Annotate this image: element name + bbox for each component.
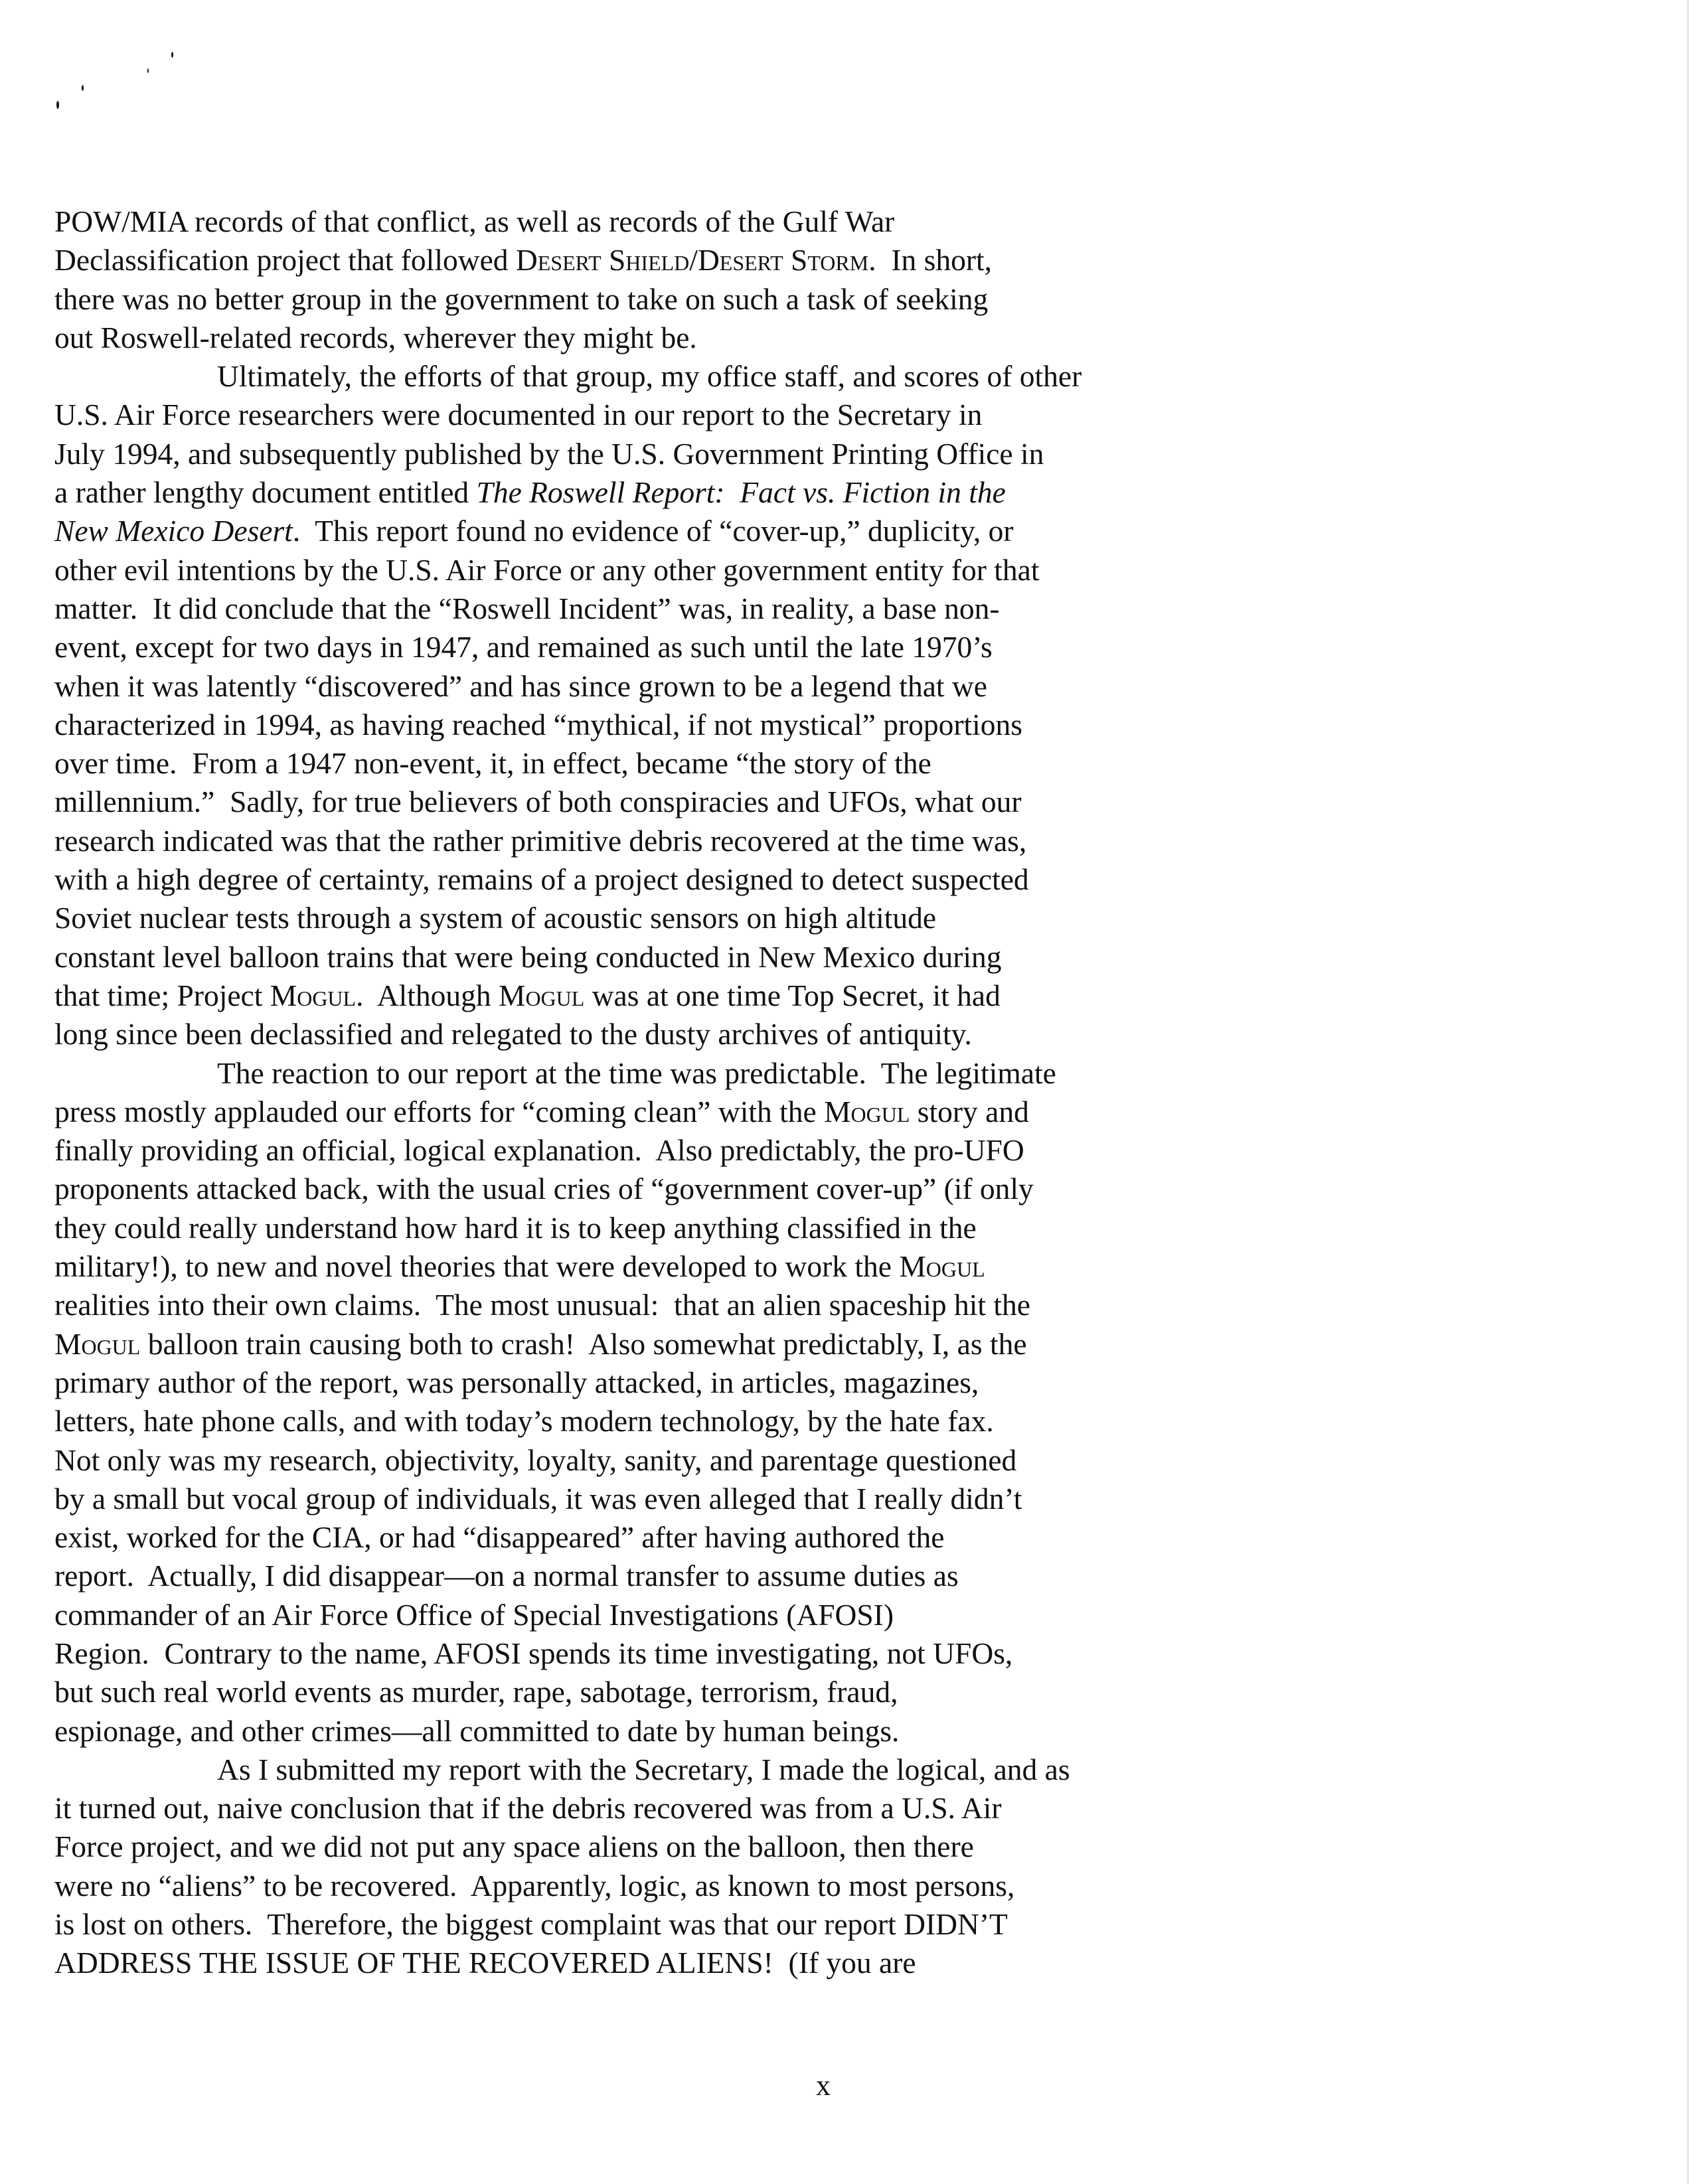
text-line	[54, 1828, 1183, 1866]
text-run: Force project, and we did not put any space aliens on the balloon, then there	[54, 1830, 974, 1864]
text-run: when it was latently “discovered” and has since grown to be a legend that we	[54, 668, 987, 703]
text-run: commander of an Air Force Office of Special Investigations (AFOSI)	[54, 1597, 894, 1632]
text-run: constant level balloon trains that were being conducted in New Mexico during	[54, 939, 1002, 974]
text-line	[54, 1441, 1183, 1480]
text-run: press mostly applauded our efforts for “coming clean” with the	[54, 1094, 825, 1129]
text-run: /	[689, 243, 698, 277]
text-line	[54, 860, 1183, 899]
italic-text: New Mexico Desert	[54, 514, 293, 548]
text-run: story and	[910, 1094, 1029, 1129]
scan-speck	[56, 101, 59, 109]
text-line	[54, 280, 1183, 319]
text-run: The reaction to our report at the time was predictable. The legitimate	[217, 1055, 1056, 1090]
text-line	[54, 899, 1183, 937]
text-line	[54, 1944, 1183, 1982]
text-run: report. Actually, I did disappear—on a normal transfer to assume duties as	[54, 1559, 959, 1593]
text-run: a rather lengthy document entitled	[54, 475, 477, 510]
text-line	[54, 938, 1183, 976]
text-run: that time; Project	[54, 978, 270, 1012]
text-run: military!), to new and novel theories that were developed to work the	[54, 1249, 900, 1284]
scan-speck	[147, 68, 149, 73]
text-line	[54, 1751, 1183, 1789]
text-line	[54, 976, 1183, 1015]
text-line	[54, 706, 1183, 744]
small-caps-text: Mogul	[899, 1249, 985, 1284]
text-line	[54, 1905, 1183, 1944]
text-line	[54, 319, 1183, 357]
text-run: over time. From a 1947 non-event, it, in effect, became “the story of the	[54, 746, 931, 781]
text-run: . This report found no evidence of “cover-up,” duplicity, or	[292, 514, 1014, 548]
text-line	[54, 357, 1183, 396]
text-run: Soviet nuclear tests through a system of acoustic sensors on high altitude	[54, 901, 937, 935]
text-line	[54, 1131, 1183, 1170]
text-run: realities into their own claims. The most unusual: that an alien spaceship hit the	[54, 1288, 1030, 1322]
text-line	[54, 1402, 1183, 1441]
text-line	[54, 1673, 1183, 1711]
text-line	[54, 667, 1183, 706]
text-run: Not only was my research, objectivity, loyalty, sanity, and parentage questioned	[54, 1443, 1017, 1477]
text-line	[54, 396, 1183, 434]
text-run: was at one time Top Secret, it had	[584, 978, 1001, 1012]
text-line	[54, 1712, 1183, 1751]
text-line	[54, 1209, 1183, 1247]
text-run: . In short,	[868, 243, 992, 277]
text-run: exist, worked for the CIA, or had “disappeared” after having authored the	[54, 1520, 945, 1555]
text-run: finally providing an official, logical explanation. Also predictably, the pro-UFO	[54, 1133, 1024, 1168]
text-line	[54, 1789, 1183, 1828]
page-number: x	[816, 2069, 831, 2102]
text-run: were no “aliens” to be recovered. Apparently, logic, as known to most persons,	[54, 1868, 1015, 1903]
text-run: primary author of the report, was personally attacked, in articles, magazines,	[54, 1365, 979, 1399]
text-run: there was no better group in the government to take on such a task of seeking	[54, 281, 989, 316]
text-run: characterized in 1994, as having reached “mythical, if not mystical” proportions	[54, 707, 1022, 741]
text-run: July 1994, and subsequently published by the U.S. Government Printing Office in	[54, 436, 1044, 471]
text-line	[54, 435, 1183, 473]
text-run: ADDRESS THE ISSUE OF THE RECOVERED ALIENS! (If you are	[54, 1946, 916, 1980]
text-run: balloon train causing both to crash! Also somewhat predictably, I, as the	[140, 1326, 1027, 1361]
text-line	[54, 1170, 1183, 1208]
small-caps-text: Mogul	[824, 1094, 910, 1129]
text-run: it turned out, naive conclusion that if the debris recovered was from a U.S. Air	[54, 1791, 1002, 1826]
text-line	[54, 1015, 1183, 1053]
text-run: by a small but vocal group of individuals, it was even alleged that I really didn’t	[54, 1481, 1022, 1516]
text-run: matter. It did conclude that the “Roswell Incident” was, in reality, a base non-	[54, 591, 1000, 625]
text-line	[54, 202, 1183, 241]
text-run: research indicated was that the rather primitive debris recovered at the time was,	[54, 823, 1027, 858]
text-line	[54, 1325, 1183, 1364]
text-run: other evil intentions by the U.S. Air Force or any other government entity for that	[54, 552, 1040, 587]
text-run: . Although	[356, 978, 499, 1012]
text-line	[54, 551, 1183, 589]
text-line	[54, 473, 1183, 512]
text-run: event, except for two days in 1947, and remained as such until the late 1970’s	[54, 630, 993, 664]
text-line	[54, 1518, 1183, 1557]
text-run: POW/MIA records of that conflict, as well as records of the Gulf War	[54, 204, 895, 238]
text-run: U.S. Air Force researchers were documented in our report to the Secretary in	[54, 398, 983, 432]
text-line	[54, 241, 1183, 279]
small-caps-text: Desert Storm	[697, 243, 869, 277]
text-run: As I submitted my report with the Secretary, I made the logical, and as	[217, 1752, 1070, 1786]
text-run: is lost on others. Therefore, the biggest complaint was that our report DIDN’T	[54, 1907, 1008, 1942]
text-run: with a high degree of certainty, remains of a project designed to detect suspected	[54, 862, 1029, 897]
scan-speck	[171, 52, 173, 58]
text-line	[54, 1093, 1183, 1131]
text-line	[54, 628, 1183, 666]
scan-speck	[82, 85, 84, 91]
text-line	[54, 1596, 1183, 1634]
small-caps-text: Desert Shield	[515, 243, 690, 277]
text-line	[54, 1867, 1183, 1905]
text-line	[54, 1054, 1183, 1093]
text-run: Region. Contrary to the name, AFOSI spends its time investigating, not UFOs,	[54, 1636, 1013, 1670]
text-line	[54, 1480, 1183, 1518]
small-caps-text: Mogul	[54, 1326, 141, 1361]
text-run: long since been declassified and relegated to the dusty archives of antiquity.	[54, 1017, 972, 1052]
small-caps-text: Mogul	[270, 978, 357, 1012]
body-text	[54, 202, 1183, 1983]
text-line	[54, 512, 1183, 550]
text-run: letters, hate phone calls, and with today’s modern technology, by the hate fax.	[54, 1404, 994, 1439]
text-run: but such real world events as murder, rape, sabotage, terrorism, fraud,	[54, 1675, 898, 1709]
text-line	[54, 1557, 1183, 1595]
text-line	[54, 1286, 1183, 1324]
text-line	[54, 589, 1183, 628]
text-run: out Roswell-related records, wherever they might be.	[54, 320, 697, 354]
text-line	[54, 744, 1183, 783]
text-line	[54, 822, 1183, 860]
text-run: Ultimately, the efforts of that group, my office staff, and scores of other	[217, 359, 1082, 394]
text-run: millennium.” Sadly, for true believers of both conspiracies and UFOs, what our	[54, 785, 1022, 819]
text-run: espionage, and other crimes—all committed to date by human beings.	[54, 1713, 900, 1748]
text-line	[54, 1634, 1183, 1673]
text-line	[54, 783, 1183, 821]
text-run: proponents attacked back, with the usual cries of “government cover-up” (if only	[54, 1172, 1034, 1206]
text-run: they could really understand how hard it is to keep anything classified in the	[54, 1210, 977, 1245]
text-line	[54, 1247, 1183, 1286]
small-caps-text: Mogul	[498, 978, 585, 1012]
text-line	[54, 1364, 1183, 1402]
text-run: Declassification project that followed	[54, 243, 516, 277]
italic-text: The Roswell Report: Fact vs. Fiction in the	[476, 475, 1006, 510]
